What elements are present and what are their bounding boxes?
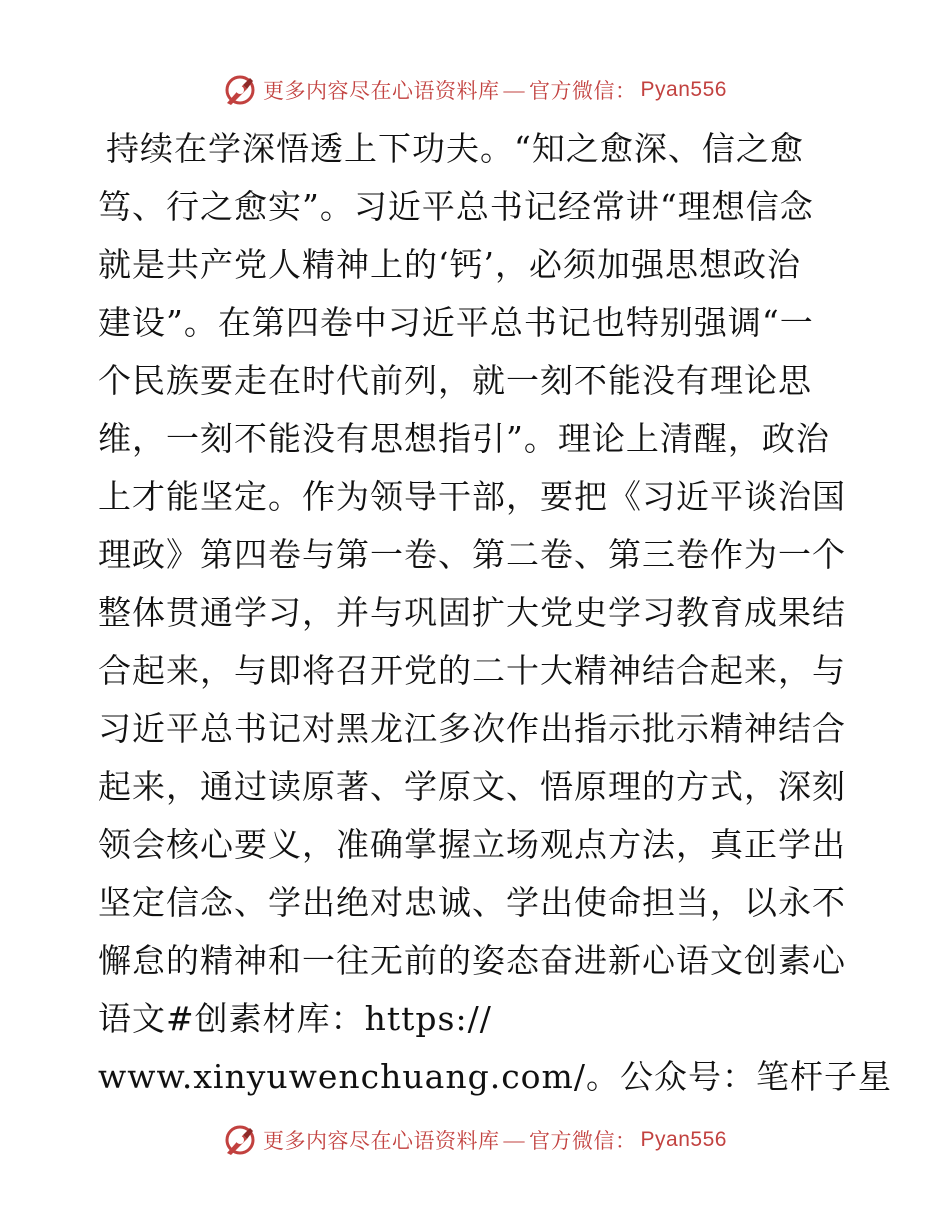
- body-line-11: 习近平总书记对黑龙江多次作出指示批示精神结合: [98, 709, 846, 748]
- body-line-9: 整体贯通学习，并与巩固扩大党史学习教育成果结: [98, 593, 846, 632]
- footer-wechat-label: 官方微信：: [529, 1129, 637, 1153]
- header-banner-text: 更多内容尽在心语资料库: [263, 79, 500, 103]
- footer-wechat-id: Pyan556: [640, 1128, 727, 1151]
- body-line-1: 持续在学深悟透上下功夫。“知之愈深、信之愈: [106, 129, 804, 168]
- header-banner-content: [223, 73, 727, 107]
- header-banner: [0, 70, 950, 110]
- body-line-3: 就是共产党人精神上的‘钙’，必须加强思想政治: [98, 245, 801, 284]
- body-line-13: 领会核心要义，准确掌握立场观点方法，真正学出: [98, 825, 846, 864]
- footer-banner-dash: —: [503, 1127, 526, 1152]
- body-line-5: 个民族要走在时代前列，就一刻不能没有理论思: [98, 361, 812, 400]
- document-body: [98, 120, 892, 1106]
- body-line-10: 合起来，与即将召开党的二十大精神结合起来，与: [98, 651, 846, 690]
- pen-logo-icon: [223, 1123, 257, 1157]
- body-line-4: 建设”。在第四卷中习近平总书记也特别强调“一: [98, 303, 814, 342]
- footer-banner: [0, 1120, 950, 1160]
- body-line-7: 上才能坚定。作为领导干部，要把《习近平谈治国: [98, 477, 846, 516]
- body-line-14: 坚定信念、学出绝对忠诚、学出使命担当，以永不: [98, 883, 846, 922]
- body-line-2: 笃、行之愈实”。习近平总书记经常讲“理想信念: [98, 187, 814, 226]
- header-banner-dash: —: [503, 77, 526, 102]
- header-wechat-label: 官方微信：: [529, 79, 637, 103]
- header-wechat-id: Pyan556: [640, 78, 727, 101]
- body-line-8: 理政》第四卷与第一卷、第二卷、第三卷作为一个: [98, 535, 846, 574]
- body-line-15: 懈怠的精神和一往无前的姿态奋进新心语文创素心: [98, 941, 846, 980]
- footer-banner-text: 更多内容尽在心语资料库: [263, 1129, 500, 1153]
- body-line-16: 语文#创素材库：https://: [98, 999, 492, 1038]
- footer-banner-content: [223, 1123, 727, 1157]
- body-line-17: www.xinyuwenchuang.com/。公众号：笔杆子星: [98, 1057, 892, 1096]
- pen-logo-icon: [223, 73, 257, 107]
- body-line-6: 维，一刻不能没有思想指引”。理论上清醒，政治: [98, 419, 830, 458]
- body-line-12: 起来，通过读原著、学原文、悟原理的方式，深刻: [98, 767, 846, 806]
